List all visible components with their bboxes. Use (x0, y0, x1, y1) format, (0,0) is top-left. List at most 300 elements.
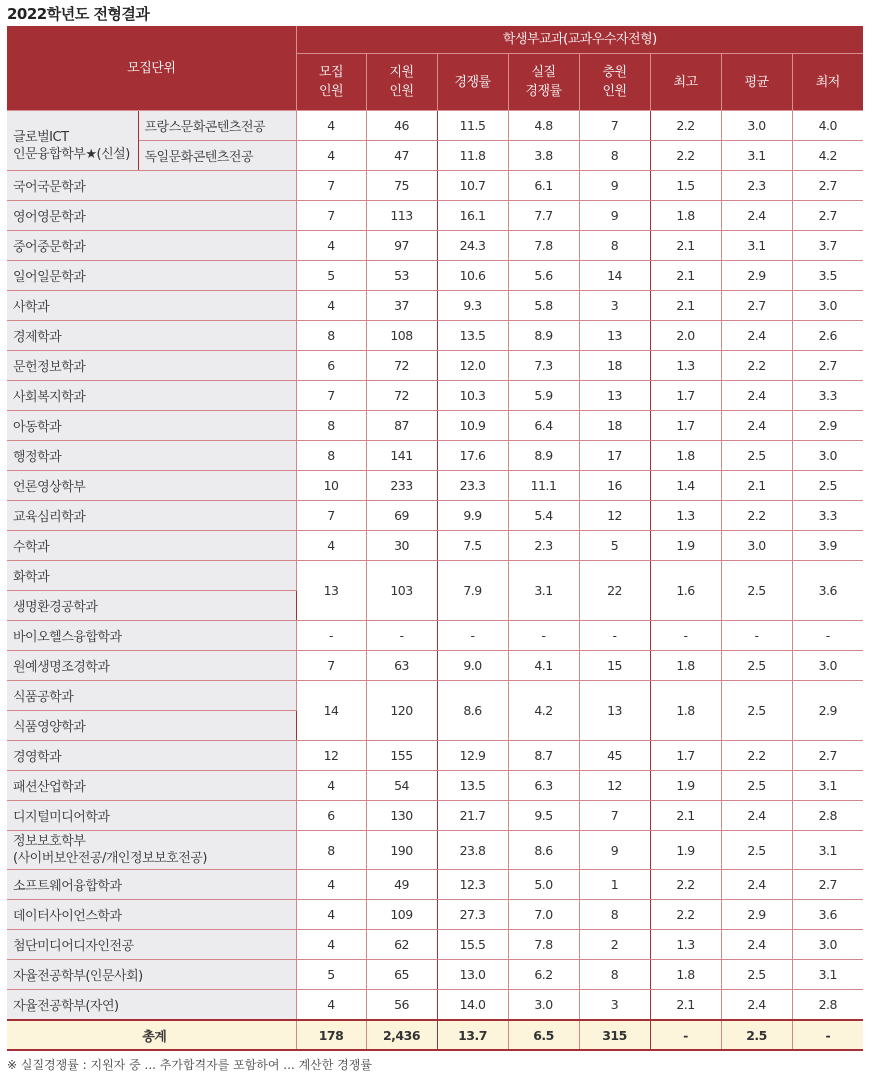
header-col-line1: 최저 (815, 74, 840, 90)
cell-avg: 2.1 (721, 471, 792, 501)
cell-additional: 2 (579, 930, 650, 960)
unit-name: 화학과 (7, 561, 296, 591)
unit-name-line: (사이버보안전공/개인정보보호전공) (13, 851, 207, 866)
cell-min: 2.5 (792, 471, 863, 501)
cell-avg: 2.9 (721, 261, 792, 291)
cell-min: - (792, 1020, 863, 1050)
cell-ratio: 21.7 (437, 801, 508, 831)
cell-applicants: 103 (366, 561, 437, 621)
cell-min: 3.3 (792, 381, 863, 411)
header-col-line1: 최고 (673, 74, 698, 90)
cell-ratio: 23.3 (437, 471, 508, 501)
cell-min: 3.1 (792, 771, 863, 801)
table-row (7, 411, 863, 441)
table-row (7, 681, 863, 711)
cell-quota: 7 (296, 201, 366, 231)
cell-applicants: 72 (366, 351, 437, 381)
cell-avg: - (721, 621, 792, 651)
unit-name: 자율전공학부(자연) (7, 990, 296, 1021)
header-col-2 (437, 54, 508, 111)
cell-ratio: 12.9 (437, 741, 508, 771)
cell-max: 2.2 (650, 870, 721, 900)
cell-ratio: 7.9 (437, 561, 508, 621)
header-unit: 모집단위 (7, 26, 296, 111)
cell-max: 1.7 (650, 381, 721, 411)
cell-additional: 9 (579, 171, 650, 201)
cell-additional: 8 (579, 231, 650, 261)
cell-avg: 2.4 (721, 801, 792, 831)
cell-additional: 17 (579, 441, 650, 471)
cell-min: 3.7 (792, 231, 863, 261)
cell-quota: 4 (296, 111, 366, 141)
cell-max: 1.3 (650, 930, 721, 960)
cell-applicants: 130 (366, 801, 437, 831)
unit-name-line: 인문융합학부★(신설) (13, 146, 130, 162)
cell-avg: 2.7 (721, 291, 792, 321)
cell-max: 1.3 (650, 501, 721, 531)
cell-additional: 13 (579, 381, 650, 411)
cell-avg: 2.5 (721, 960, 792, 990)
cell-real-ratio: 5.4 (508, 501, 579, 531)
cell-avg: 2.5 (721, 771, 792, 801)
cell-ratio: 24.3 (437, 231, 508, 261)
cell-real-ratio: - (508, 621, 579, 651)
header-col-line1: 평균 (744, 74, 769, 90)
cell-applicants: 53 (366, 261, 437, 291)
header-col-line2: 인원 (318, 84, 344, 99)
unit-name: 아동학과 (7, 411, 296, 441)
cell-max: 2.1 (650, 990, 721, 1021)
cell-min: 2.7 (792, 201, 863, 231)
cell-applicants: 120 (366, 681, 437, 741)
cell-additional: 8 (579, 141, 650, 171)
table-row (7, 381, 863, 411)
cell-ratio: 9.0 (437, 651, 508, 681)
cell-max: - (650, 621, 721, 651)
cell-avg: 2.5 (721, 1020, 792, 1050)
cell-avg: 2.5 (721, 441, 792, 471)
cell-max: 2.0 (650, 321, 721, 351)
cell-real-ratio: 2.3 (508, 531, 579, 561)
cell-real-ratio: 3.1 (508, 561, 579, 621)
cell-real-ratio: 7.8 (508, 930, 579, 960)
cell-max: 2.1 (650, 801, 721, 831)
unit-name: 원예생명조경학과 (7, 651, 296, 681)
cell-ratio: 14.0 (437, 990, 508, 1021)
cell-additional: 18 (579, 411, 650, 441)
table-row (7, 930, 863, 960)
table-row (7, 441, 863, 471)
cell-ratio: 15.5 (437, 930, 508, 960)
cell-ratio: 12.0 (437, 351, 508, 381)
cell-ratio: 13.7 (437, 1020, 508, 1050)
cell-min: 3.5 (792, 261, 863, 291)
cell-additional: 9 (579, 201, 650, 231)
cell-max: 1.8 (650, 201, 721, 231)
cell-additional: 22 (579, 561, 650, 621)
cell-avg: 2.4 (721, 990, 792, 1021)
cell-max: 2.1 (650, 291, 721, 321)
cell-min: 3.0 (792, 291, 863, 321)
cell-quota: 178 (296, 1020, 366, 1050)
cell-max: 1.7 (650, 741, 721, 771)
cell-avg: 3.1 (721, 141, 792, 171)
header-col-3 (508, 54, 579, 111)
cell-avg: 2.5 (721, 681, 792, 741)
cell-ratio: 11.5 (437, 111, 508, 141)
unit-name: 언론영상학부 (7, 471, 296, 501)
cell-real-ratio: 4.1 (508, 651, 579, 681)
table-row (7, 351, 863, 381)
header-col-4 (579, 54, 650, 111)
header-col-1 (366, 54, 437, 111)
sub-unit-name: 프랑스문화콘텐츠전공 (138, 111, 296, 141)
unit-name (7, 831, 296, 870)
cell-avg: 2.5 (721, 561, 792, 621)
cell-real-ratio: 9.5 (508, 801, 579, 831)
page-title: 2022학년도 전형결과 (7, 5, 150, 23)
cell-real-ratio: 6.2 (508, 960, 579, 990)
cell-quota: 5 (296, 960, 366, 990)
table-row (7, 651, 863, 681)
cell-additional: 12 (579, 501, 650, 531)
unit-name: 교육심리학과 (7, 501, 296, 531)
cell-ratio: 13.0 (437, 960, 508, 990)
cell-applicants: 62 (366, 930, 437, 960)
cell-ratio: 11.8 (437, 141, 508, 171)
cell-avg: 2.4 (721, 381, 792, 411)
cell-real-ratio: 3.8 (508, 141, 579, 171)
cell-ratio: 10.3 (437, 381, 508, 411)
unit-name: 수학과 (7, 531, 296, 561)
cell-additional: 7 (579, 801, 650, 831)
cell-ratio: 13.5 (437, 321, 508, 351)
cell-applicants: 2,436 (366, 1020, 437, 1050)
cell-min: 2.8 (792, 801, 863, 831)
header-col-line2: 인원 (602, 84, 627, 99)
cell-real-ratio: 8.9 (508, 441, 579, 471)
cell-avg: 2.4 (721, 870, 792, 900)
cell-quota: 6 (296, 351, 366, 381)
cell-ratio: - (437, 621, 508, 651)
table-row (7, 201, 863, 231)
unit-name: 행정학과 (7, 441, 296, 471)
total-row (7, 1020, 863, 1050)
cell-quota: 4 (296, 900, 366, 930)
cell-avg: 2.2 (721, 741, 792, 771)
cell-max: 1.9 (650, 771, 721, 801)
cell-max: 1.9 (650, 531, 721, 561)
cell-min: 4.0 (792, 111, 863, 141)
header-col-line1: 충원 (602, 65, 627, 80)
cell-additional: 9 (579, 831, 650, 870)
table-row (7, 960, 863, 990)
cell-max: 2.2 (650, 900, 721, 930)
table-row (7, 561, 863, 591)
cell-min: - (792, 621, 863, 651)
cell-applicants: 47 (366, 141, 437, 171)
cell-quota: 4 (296, 291, 366, 321)
cell-min: 3.1 (792, 831, 863, 870)
cell-applicants: 49 (366, 870, 437, 900)
cell-ratio: 10.9 (437, 411, 508, 441)
cell-quota: 4 (296, 930, 366, 960)
cell-avg: 2.2 (721, 501, 792, 531)
header-col-line1: 지원 (389, 65, 414, 80)
table-row (7, 900, 863, 930)
cell-min: 3.0 (792, 441, 863, 471)
cell-max: 1.8 (650, 441, 721, 471)
cell-max: 1.6 (650, 561, 721, 621)
cell-applicants: 72 (366, 381, 437, 411)
cell-max: 2.1 (650, 231, 721, 261)
cell-real-ratio: 7.8 (508, 231, 579, 261)
cell-real-ratio: 5.6 (508, 261, 579, 291)
cell-quota: - (296, 621, 366, 651)
cell-real-ratio: 4.2 (508, 681, 579, 741)
cell-additional: 3 (579, 291, 650, 321)
cell-applicants: 141 (366, 441, 437, 471)
cell-applicants: 75 (366, 171, 437, 201)
unit-name: 일어일문학과 (7, 261, 296, 291)
cell-additional: 3 (579, 990, 650, 1021)
cell-min: 3.3 (792, 501, 863, 531)
cell-applicants: 190 (366, 831, 437, 870)
cell-avg: 3.0 (721, 531, 792, 561)
cell-applicants: 54 (366, 771, 437, 801)
cell-real-ratio: 8.6 (508, 831, 579, 870)
cell-real-ratio: 4.8 (508, 111, 579, 141)
cell-quota: 5 (296, 261, 366, 291)
cell-avg: 2.9 (721, 900, 792, 930)
unit-name (7, 111, 138, 171)
cell-real-ratio: 6.1 (508, 171, 579, 201)
cell-additional: - (579, 621, 650, 651)
cell-quota: 4 (296, 231, 366, 261)
cell-real-ratio: 6.4 (508, 411, 579, 441)
cell-max: 2.2 (650, 111, 721, 141)
unit-name-line: 정보보호학부 (13, 834, 86, 849)
cell-additional: 7 (579, 111, 650, 141)
cell-ratio: 10.7 (437, 171, 508, 201)
cell-quota: 4 (296, 870, 366, 900)
unit-name: 데이터사이언스학과 (7, 900, 296, 930)
cell-min: 3.6 (792, 561, 863, 621)
cell-quota: 4 (296, 141, 366, 171)
cell-additional: 15 (579, 651, 650, 681)
cell-applicants: 56 (366, 990, 437, 1021)
cell-min: 2.7 (792, 171, 863, 201)
cell-quota: 7 (296, 171, 366, 201)
header-col-line2: 인원 (389, 84, 414, 99)
header-col-line2: 경쟁률 (525, 84, 562, 99)
cell-applicants: 109 (366, 900, 437, 930)
cell-avg: 2.5 (721, 831, 792, 870)
cell-min: 3.1 (792, 960, 863, 990)
cell-min: 3.6 (792, 900, 863, 930)
cell-real-ratio: 6.3 (508, 771, 579, 801)
cell-avg: 2.4 (721, 321, 792, 351)
cell-additional: 5 (579, 531, 650, 561)
cell-avg: 2.4 (721, 930, 792, 960)
cell-quota: 7 (296, 501, 366, 531)
cell-min: 3.0 (792, 651, 863, 681)
footnote: ※ 실질경쟁률 : 지원자 중 ... 추가합격자를 포함하여 ... 계산한 경쟁률 (7, 1058, 372, 1072)
cell-min: 4.2 (792, 141, 863, 171)
cell-quota: 10 (296, 471, 366, 501)
cell-avg: 2.3 (721, 171, 792, 201)
unit-name: 식품영양학과 (7, 711, 296, 741)
cell-additional: 13 (579, 681, 650, 741)
unit-name-line: 글로벌ICT (13, 129, 69, 145)
cell-max: 1.8 (650, 681, 721, 741)
cell-applicants: 155 (366, 741, 437, 771)
cell-quota: 4 (296, 531, 366, 561)
unit-name: 경제학과 (7, 321, 296, 351)
cell-quota: 6 (296, 801, 366, 831)
table-row (7, 801, 863, 831)
cell-quota: 4 (296, 771, 366, 801)
cell-real-ratio: 11.1 (508, 471, 579, 501)
cell-max: 1.7 (650, 411, 721, 441)
table-row (7, 291, 863, 321)
cell-min: 2.7 (792, 741, 863, 771)
cell-min: 2.7 (792, 351, 863, 381)
header-col-line1: 모집 (318, 65, 344, 80)
unit-name: 패션산업학과 (7, 771, 296, 801)
header-col-line1: 실질 (531, 65, 556, 80)
cell-ratio: 8.6 (437, 681, 508, 741)
cell-max: 1.4 (650, 471, 721, 501)
cell-real-ratio: 8.7 (508, 741, 579, 771)
cell-applicants: 97 (366, 231, 437, 261)
cell-quota: 8 (296, 831, 366, 870)
cell-max: 1.8 (650, 651, 721, 681)
cell-additional: 18 (579, 351, 650, 381)
cell-quota: 8 (296, 411, 366, 441)
unit-name: 첨단미디어디자인전공 (7, 930, 296, 960)
cell-real-ratio: 3.0 (508, 990, 579, 1021)
header-col-0 (296, 54, 366, 111)
cell-applicants: 63 (366, 651, 437, 681)
unit-name: 경영학과 (7, 741, 296, 771)
cell-ratio: 9.9 (437, 501, 508, 531)
cell-applicants: 69 (366, 501, 437, 531)
cell-ratio: 17.6 (437, 441, 508, 471)
table-row (7, 531, 863, 561)
cell-ratio: 10.6 (437, 261, 508, 291)
cell-applicants: 37 (366, 291, 437, 321)
cell-real-ratio: 8.9 (508, 321, 579, 351)
cell-max: 1.5 (650, 171, 721, 201)
header-col-6 (721, 54, 792, 111)
unit-name: 문헌정보학과 (7, 351, 296, 381)
cell-min: 3.0 (792, 930, 863, 960)
table-row (7, 171, 863, 201)
cell-additional: 8 (579, 960, 650, 990)
cell-additional: 1 (579, 870, 650, 900)
unit-name: 사회복지학과 (7, 381, 296, 411)
cell-applicants: 87 (366, 411, 437, 441)
cell-min: 2.6 (792, 321, 863, 351)
cell-min: 2.9 (792, 411, 863, 441)
cell-real-ratio: 7.0 (508, 900, 579, 930)
cell-applicants: 113 (366, 201, 437, 231)
cell-applicants: 30 (366, 531, 437, 561)
table-row (7, 990, 863, 1021)
cell-real-ratio: 5.0 (508, 870, 579, 900)
cell-avg: 2.4 (721, 411, 792, 441)
table-row (7, 471, 863, 501)
unit-name: 국어국문학과 (7, 171, 296, 201)
cell-applicants: 233 (366, 471, 437, 501)
table-row (7, 831, 863, 870)
unit-name: 총계 (7, 1020, 296, 1050)
cell-additional: 12 (579, 771, 650, 801)
cell-additional: 45 (579, 741, 650, 771)
header-col-line1: 경쟁률 (454, 74, 491, 90)
unit-name: 영어영문학과 (7, 201, 296, 231)
cell-quota: 14 (296, 681, 366, 741)
cell-applicants: - (366, 621, 437, 651)
cell-quota: 8 (296, 441, 366, 471)
header-col-7 (792, 54, 863, 111)
cell-max: 1.9 (650, 831, 721, 870)
cell-real-ratio: 6.5 (508, 1020, 579, 1050)
cell-quota: 8 (296, 321, 366, 351)
unit-name: 소프트웨어융합학과 (7, 870, 296, 900)
cell-applicants: 46 (366, 111, 437, 141)
cell-min: 2.9 (792, 681, 863, 741)
cell-additional: 13 (579, 321, 650, 351)
cell-max: 1.3 (650, 351, 721, 381)
table-row (7, 111, 863, 141)
cell-real-ratio: 5.8 (508, 291, 579, 321)
cell-ratio: 23.8 (437, 831, 508, 870)
unit-name: 생명환경공학과 (7, 591, 296, 621)
cell-applicants: 65 (366, 960, 437, 990)
cell-applicants: 108 (366, 321, 437, 351)
cell-avg: 3.0 (721, 111, 792, 141)
cell-ratio: 12.3 (437, 870, 508, 900)
cell-ratio: 7.5 (437, 531, 508, 561)
cell-min: 2.7 (792, 870, 863, 900)
cell-avg: 2.2 (721, 351, 792, 381)
unit-name: 자율전공학부(인문사회) (7, 960, 296, 990)
cell-quota: 7 (296, 381, 366, 411)
header-group: 학생부교과(교과우수자전형) (296, 26, 863, 54)
cell-max: 1.8 (650, 960, 721, 990)
cell-real-ratio: 7.3 (508, 351, 579, 381)
table-row (7, 231, 863, 261)
cell-max: 2.1 (650, 261, 721, 291)
cell-min: 2.8 (792, 990, 863, 1021)
table-row (7, 741, 863, 771)
table-row (7, 870, 863, 900)
cell-min: 3.9 (792, 531, 863, 561)
cell-avg: 2.5 (721, 651, 792, 681)
cell-avg: 2.4 (721, 201, 792, 231)
cell-quota: 12 (296, 741, 366, 771)
cell-max: 2.2 (650, 141, 721, 171)
unit-name: 바이오헬스융합학과 (7, 621, 296, 651)
cell-quota: 13 (296, 561, 366, 621)
cell-quota: 7 (296, 651, 366, 681)
table-row (7, 321, 863, 351)
cell-real-ratio: 5.9 (508, 381, 579, 411)
cell-additional: 16 (579, 471, 650, 501)
table-row (7, 621, 863, 651)
